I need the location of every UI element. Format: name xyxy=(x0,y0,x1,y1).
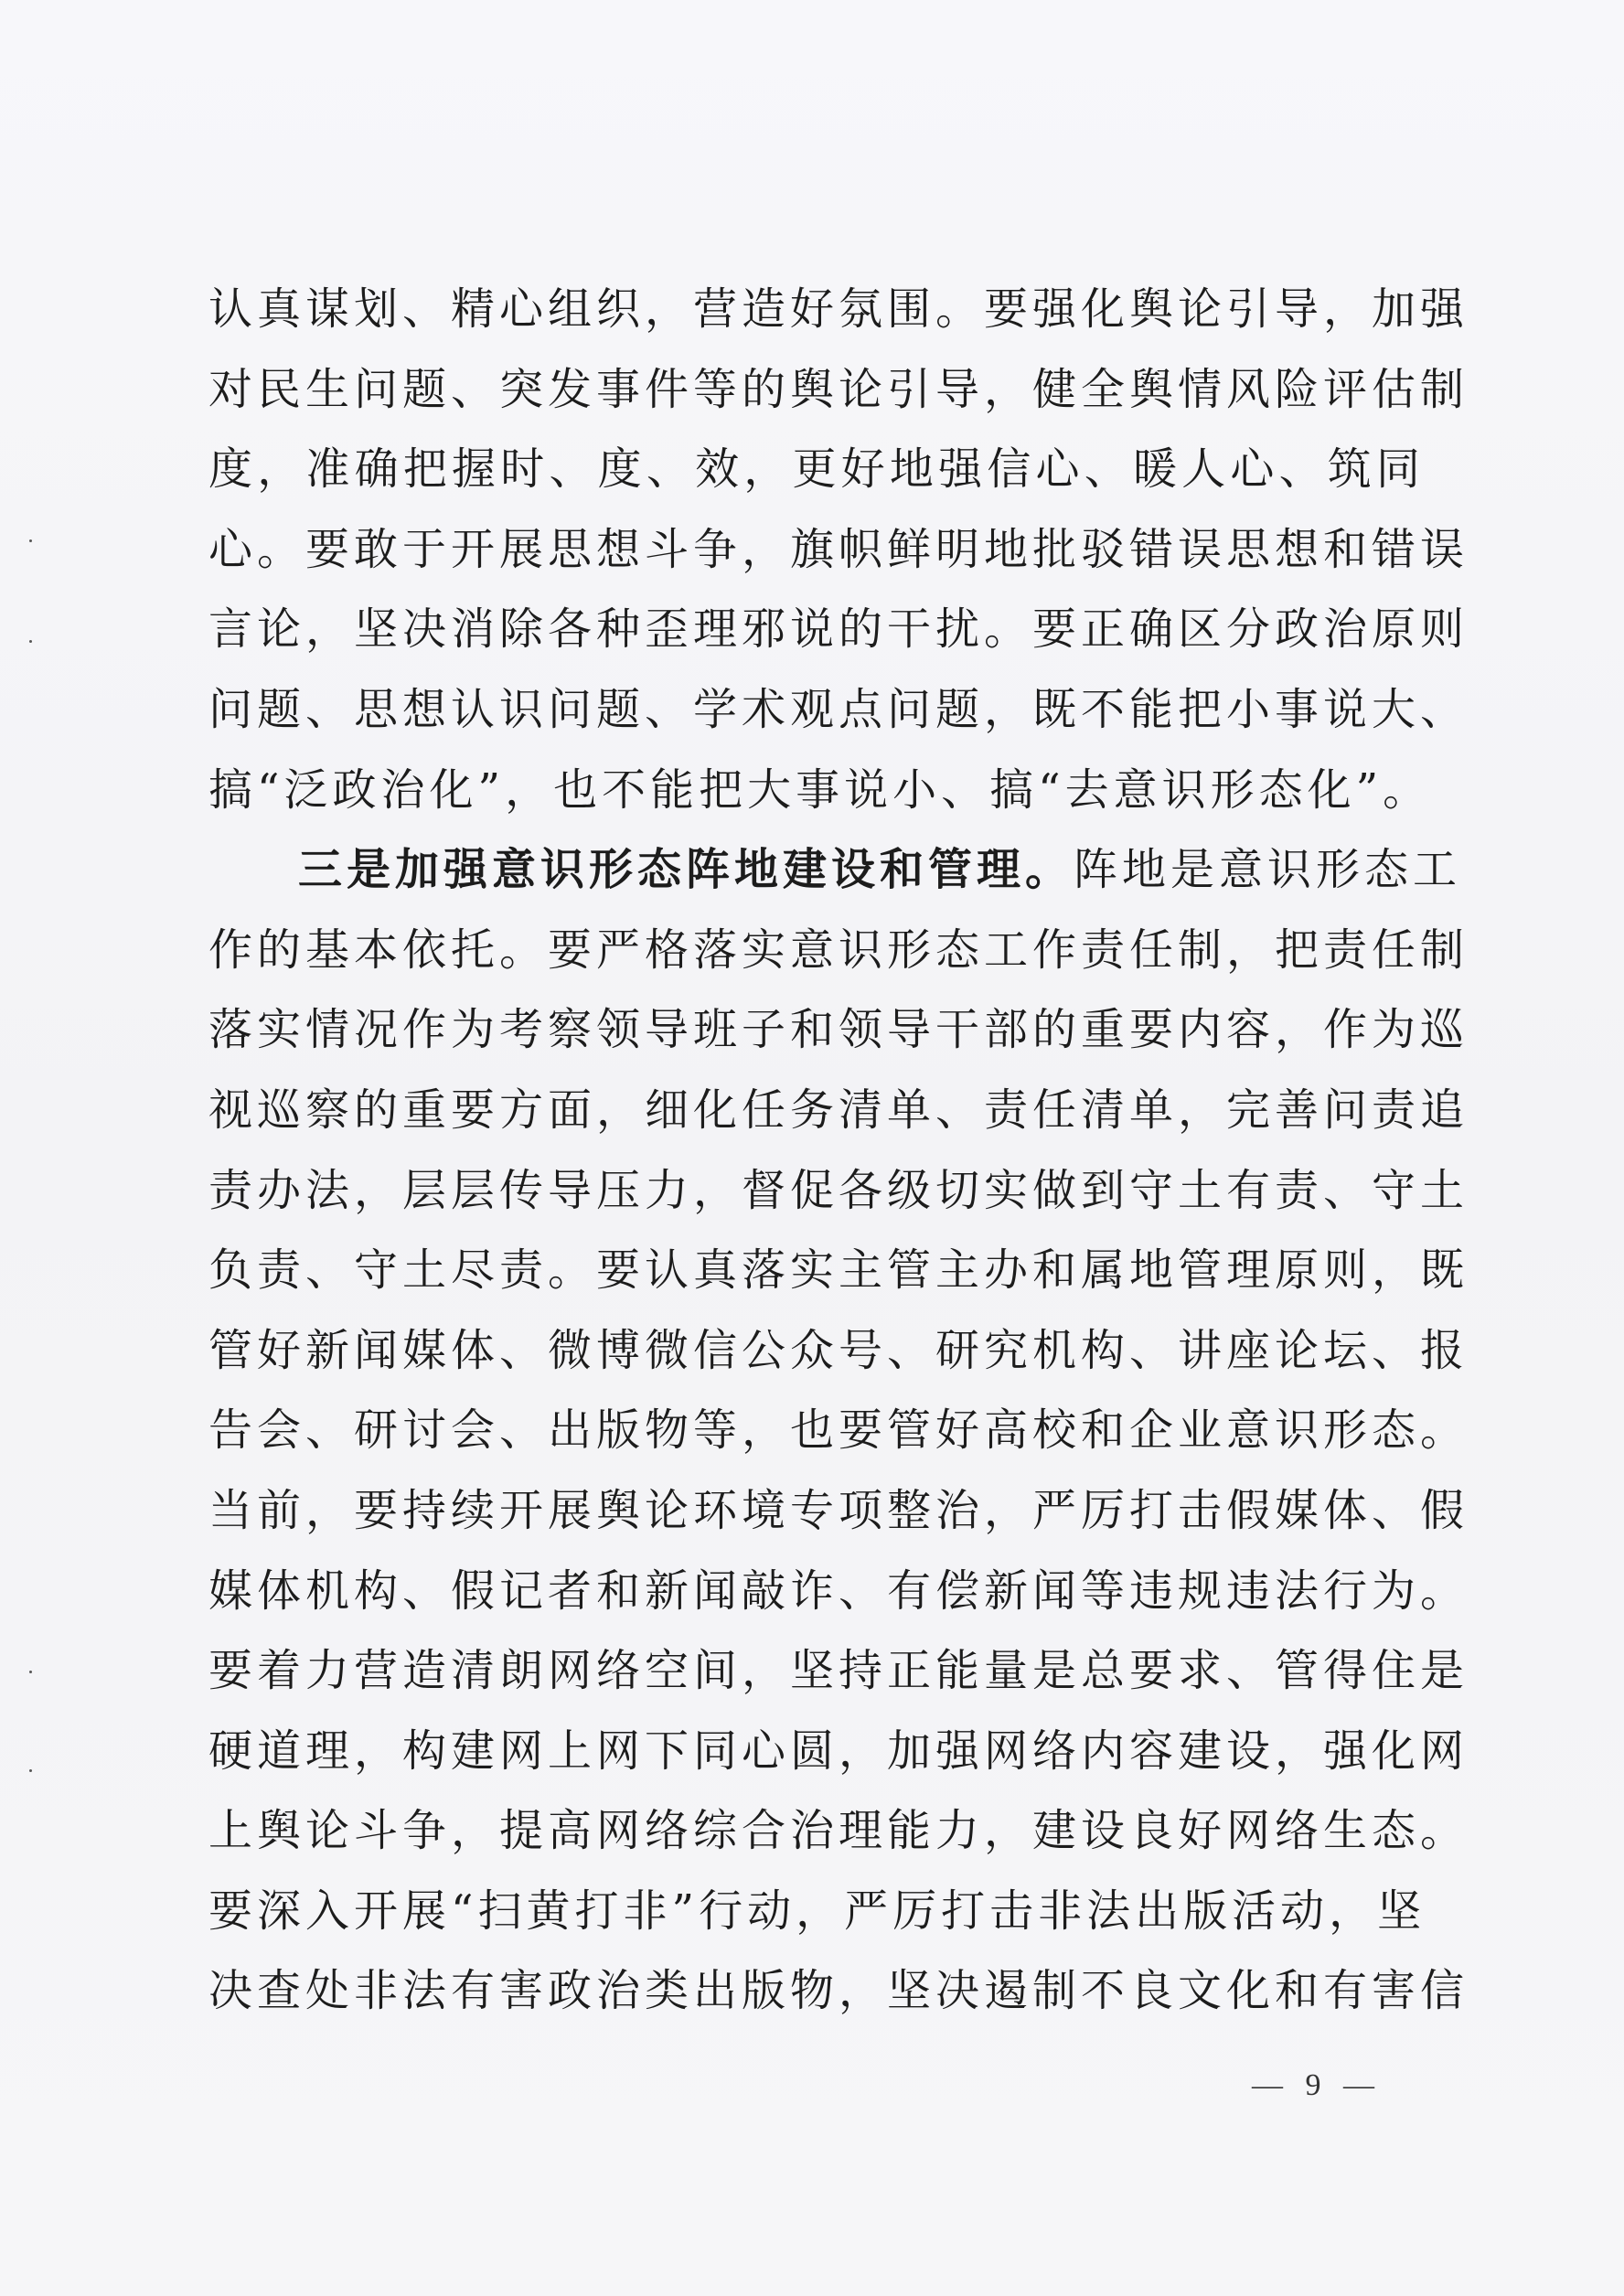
text-line: 认真谋划、精心组织，营造好氛围。要强化舆论引导，加强 xyxy=(208,283,1469,335)
text-line: 对民生问题、突发事件等的舆论引导，健全舆情风险评估制 xyxy=(208,363,1469,415)
text-line: 当前，要持续开展舆论环境专项整治，严厉打击假媒体、假 xyxy=(208,1484,1469,1536)
scan-dot xyxy=(29,1671,32,1673)
text-line: 硬道理，构建网上网下同心圆，加强网络内容建设，强化网 xyxy=(208,1725,1469,1777)
text-line: 责办法，层层传导压力，督促各级切实做到守土有责、守土 xyxy=(208,1164,1469,1216)
text-segment: 阵地是意识形态工 xyxy=(1074,844,1462,896)
text-line: 视巡察的重要方面，细化任务清单、责任清单，完善问责追 xyxy=(208,1084,1469,1136)
section-3-first-line xyxy=(208,830,1462,911)
section-3-heading: 三是加强意识形态阵地建设和管理。 xyxy=(298,844,1074,896)
text-line: 负责、守土尽责。要认真落实主管主办和属地管理原则，既 xyxy=(208,1244,1469,1297)
text-line: 告会、研讨会、出版物等，也要管好高校和企业意识形态。 xyxy=(208,1404,1469,1457)
text-line: 度，准确把握时、度、效，更好地强信心、暖人心、筑同 xyxy=(208,443,1425,496)
text-line: 上舆论斗争，提高网络综合治理能力，建设良好网络生态。 xyxy=(208,1805,1469,1857)
text-line: 作的基本依托。要严格落实意识形态工作责任制，把责任制 xyxy=(208,924,1469,976)
scan-dot xyxy=(29,1769,32,1772)
text-line: 要着力营造清朗网络空间，坚持正能量是总要求、管得住是 xyxy=(208,1645,1469,1697)
text-line: 要深入开展“扫黄打非”行动，严厉打击非法出版活动，坚 xyxy=(208,1885,1426,1937)
scan-dot xyxy=(29,539,32,542)
text-line: 言论，坚决消除各种歪理邪说的干扰。要正确区分政治原则 xyxy=(208,603,1469,656)
text-line: 心。要敢于开展思想斗争，旗帜鲜明地批驳错误思想和错误 xyxy=(208,523,1469,575)
text-line: 问题、思想认识问题、学术观点问题，既不能把小事说大、 xyxy=(208,683,1469,735)
text-line: 管好新闻媒体、微博微信公众号、研究机构、讲座论坛、报 xyxy=(208,1324,1469,1376)
page-number: — 9 — xyxy=(1252,2068,1382,2102)
text-line: 决查处非法有害政治类出版物，坚决遏制不良文化和有害信 xyxy=(208,1965,1469,2017)
text-line: 媒体机构、假记者和新闻敲诈、有偿新闻等违规违法行为。 xyxy=(208,1564,1469,1617)
text-line: 落实情况作为考察领导班子和领导干部的重要内容，作为巡 xyxy=(208,1004,1469,1056)
text-line: 搞“泛政治化”，也不能把大事说小、搞“去意识形态化”。 xyxy=(208,764,1432,816)
scan-dot xyxy=(29,640,32,643)
body-text xyxy=(208,270,1469,2032)
